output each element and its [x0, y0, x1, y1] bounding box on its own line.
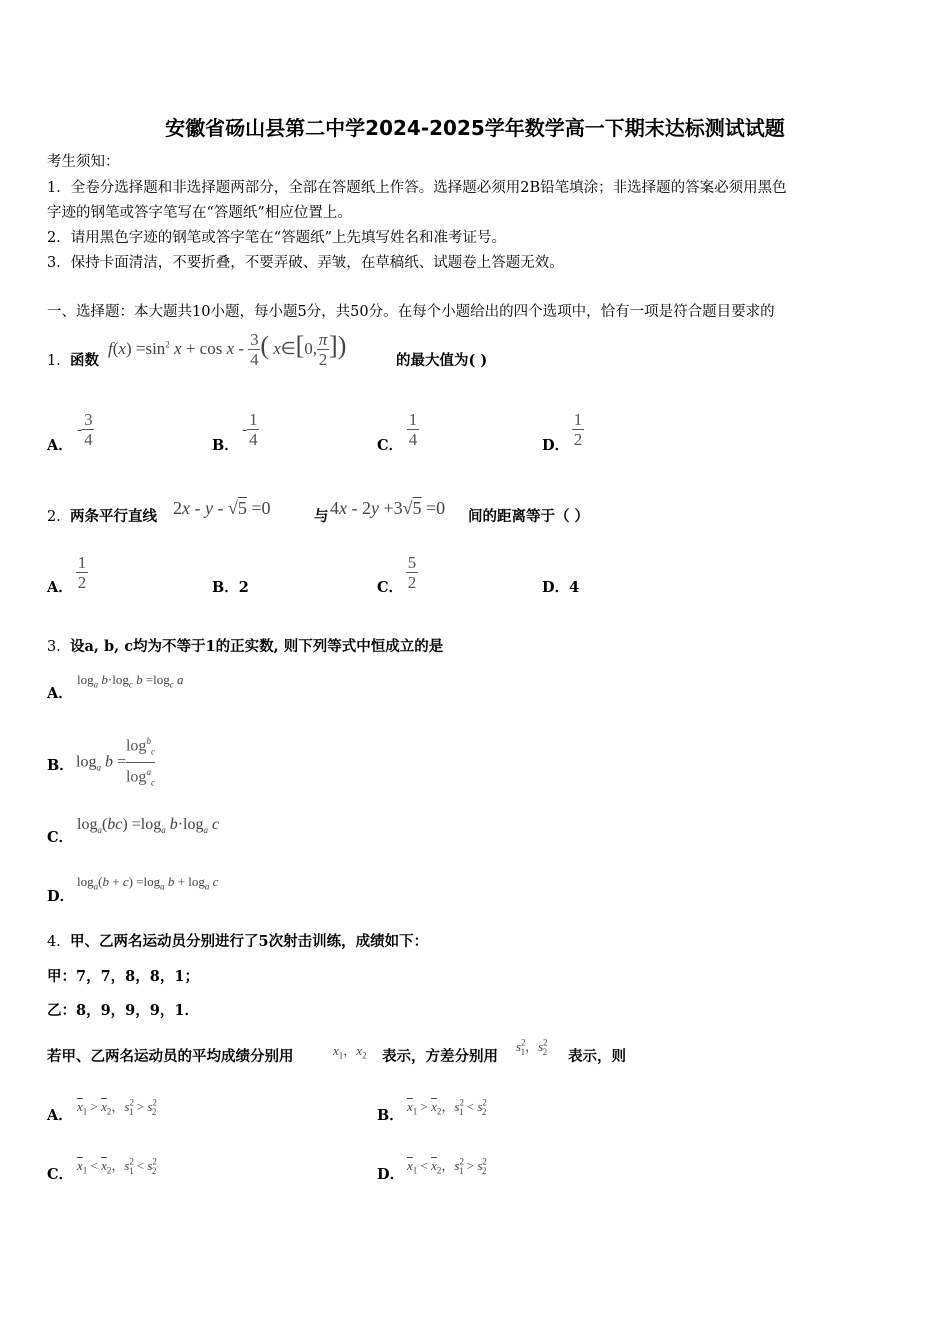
q4-jia-scores: 甲：7，7，8，8，1；	[47, 968, 199, 985]
q4-question-pre: 若甲、乙两名运动员的平均成绩分别用	[47, 1048, 294, 1065]
q3-option-c-label: C．	[47, 829, 74, 846]
q4-option-d-formula: $\overline{x}_1 < \overline{x}_2$，$s^2_1 > s^2_2$	[407, 1156, 487, 1176]
q2-option-d: D．4	[542, 579, 580, 596]
q4-option-c-label: C．	[47, 1166, 74, 1183]
q4-option-b-formula: $\overline{x}_1 > \overline{x}_2$，$s^2_1 < s^2_2$	[407, 1097, 487, 1117]
q4-stem: 甲、乙两名运动员分别进行了5次射击训练，成绩如下：	[70, 933, 429, 950]
q1-option-b-value: - $\frac{1}{4}$	[242, 410, 258, 449]
q1-option-c-label: C．	[377, 437, 404, 454]
q3-option-b-formula: $\log_a b$ = $\frac{\log^b_c}{\log^a_c}$	[76, 736, 155, 788]
page-title: 安徽省砀山县第二中学2024-2025学年数学高一下期末达标测试试题	[165, 116, 785, 140]
q4-option-a-label: A．	[47, 1107, 73, 1124]
q2-pre: 两条平行直线	[70, 508, 157, 525]
q1-formula: $f(x) =\sin^2$ x + cos x - $\frac{3}{4}$ ( x∈[0, $\frac{\pi}{2}$ ])	[108, 330, 347, 369]
q1-option-c-value: $\frac{1}{4}$	[408, 410, 418, 449]
q4-option-b-label: B．	[377, 1107, 404, 1124]
q1-post: 的最大值为( )	[396, 352, 488, 369]
q4-number: 4．	[47, 934, 71, 950]
q2-option-b: B．2	[212, 579, 249, 596]
q2-number: 2．	[47, 509, 71, 525]
q2-line-1: 2x - y - √5 =0	[173, 498, 271, 518]
q1-option-a-value: - $\frac{3}{4}$	[77, 410, 93, 449]
q2-mid: 与	[314, 508, 329, 525]
q4-option-a-formula: $\overline{x}_1 > \overline{x}_2$，$s^2_1 > s^2_2$	[77, 1097, 157, 1117]
q3-number: 3．	[47, 639, 71, 655]
q1-number: 1．	[47, 353, 71, 369]
notice-item-1-cont: 字迹的钢笔或答字笔写在“答题纸”相应位置上。	[47, 205, 352, 221]
q3-option-a-formula: $\log_a b\cdot\log_c$ $b =\log_c$ a	[77, 672, 184, 690]
q2-option-a-value: $\frac{1}{2}$	[77, 553, 87, 592]
q4-question-post: 表示，则	[568, 1048, 626, 1065]
q4-variance-symbols: $s^2_1$，$s^2_2$	[516, 1037, 548, 1057]
q3-option-d-label: D．	[47, 888, 75, 905]
q2-option-c-label: C．	[377, 579, 404, 596]
q2-line-2: 4x - 2y +3√5 =0	[330, 498, 446, 518]
q4-option-d-label: D．	[377, 1166, 405, 1183]
q1-option-a-label: A．	[47, 437, 73, 454]
q2-post: 间的距离等于（ ）	[468, 508, 590, 525]
q3-option-b-label: B．	[47, 757, 74, 774]
section-heading: 一、选择题：本大题共10小题，每小题5分，共50分。在每个小题给出的四个选项中，恰有一项是符合题目要求的	[47, 304, 775, 320]
q3-option-c-formula: $\log_a(bc) =\log_a$ $b\cdot\log_a$ c	[77, 816, 220, 836]
q3-option-d-formula: $\log_a(b + c) =\log_a$ $b + \log_a c$	[77, 874, 219, 892]
q3-option-a-label: A．	[47, 685, 73, 702]
q1-option-b-label: B．	[212, 437, 239, 454]
notice-item-1: 1．全卷分选择题和非选择题两部分，全部在答题纸上作答。选择题必须用2B铅笔填涂；非选择题的答案必须用黑色	[47, 180, 787, 196]
q4-mean-symbols: $x_1$，$x_2$	[333, 1043, 367, 1061]
q1-option-d-label: D．	[542, 437, 570, 454]
q4-option-c-formula: $\overline{x}_1 < \overline{x}_2$，$s^2_1 < s^2_2$	[77, 1156, 157, 1176]
notice-heading: 考生须知：	[47, 154, 120, 170]
q1-pre: 函数	[70, 352, 99, 369]
q1-option-d-value: $\frac{1}{2}$	[573, 410, 583, 449]
notice-item-3: 3．保持卡面清洁，不要折叠，不要弄破、弄皱，在草稿纸、试题卷上答题无效。	[47, 255, 564, 271]
q2-option-a-label: A．	[47, 579, 73, 596]
notice-item-2: 2．请用黑色字迹的钢笔或答字笔在“答题纸”上先填写姓名和准考证号。	[47, 230, 507, 246]
q2-option-c-value: $\frac{5}{2}$	[407, 553, 417, 592]
q3-stem: 设a, b, c均为不等于1的正实数, 则下列等式中恒成立的是	[70, 638, 444, 655]
q4-question-mid: 表示，方差分别用	[382, 1048, 498, 1065]
q4-yi-scores: 乙：8，9，9，9，1．	[47, 1002, 199, 1019]
